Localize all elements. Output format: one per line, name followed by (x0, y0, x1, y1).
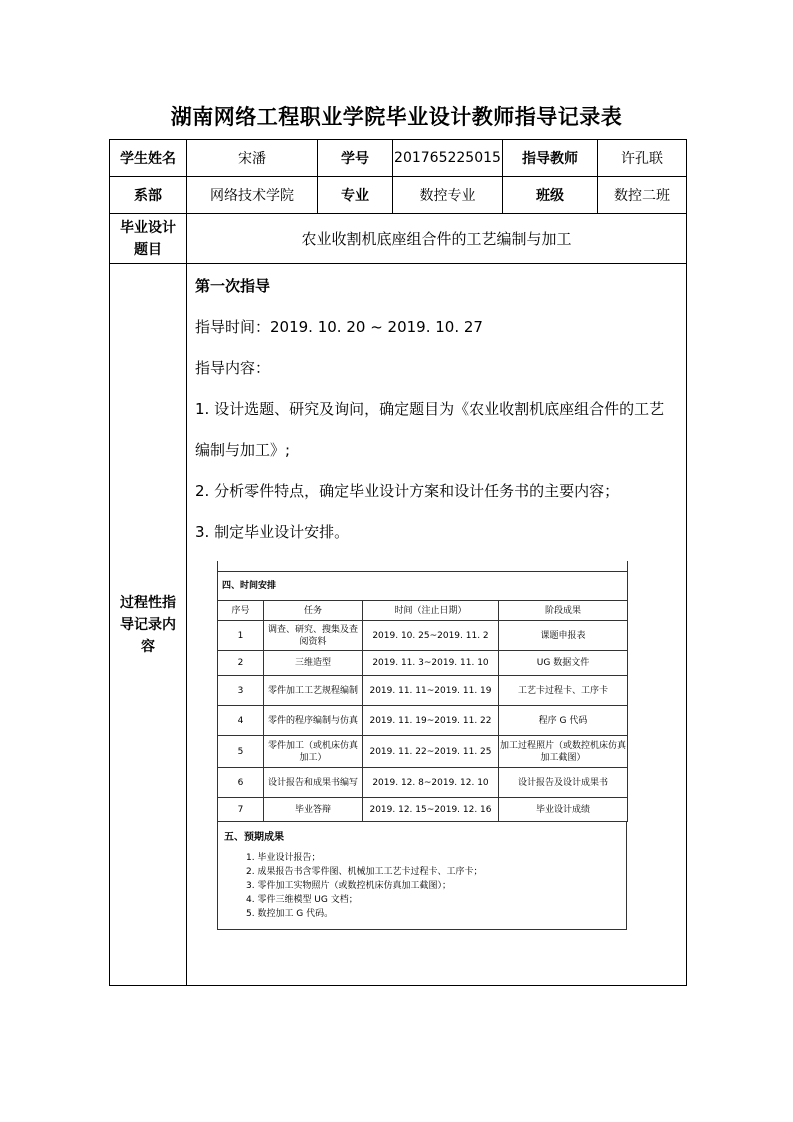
schedule-header-row (218, 601, 628, 621)
schedule-cell: 7 (218, 798, 264, 822)
schedule-cell: 加工过程照片（或数控机床仿真加工截图） (499, 736, 628, 768)
record-table (109, 139, 687, 986)
schedule-cell: 2019. 11. 19~2019. 11. 22 (363, 706, 499, 736)
guidance-content-label: 指导内容： (195, 359, 271, 377)
guidance-heading: 第一次指导 (195, 277, 271, 295)
schedule-cell: 毕业答辩 (264, 798, 363, 822)
cropped-row (218, 561, 628, 572)
guidance-item-1: 1. 设计选题、研究及询问，确定题目为《农业收割机底座组合件的工艺 (195, 400, 665, 418)
schedule-cell: 5 (218, 736, 264, 768)
schedule-cell: 2019. 11. 22~2019. 11. 25 (363, 736, 499, 768)
schedule-cell: 2019. 11. 11~2019. 11. 19 (363, 676, 499, 706)
schedule-row (218, 706, 628, 736)
process-label (110, 264, 187, 986)
row-student-info (110, 140, 687, 177)
schedule-cell: 课题申报表 (499, 621, 628, 651)
schedule-cell: 程序 G 代码 (499, 706, 628, 736)
schedule-cell: 三维造型 (264, 651, 363, 676)
teacher-label: 指导教师 (503, 140, 598, 177)
schedule-row (218, 736, 628, 768)
topic-label-text: 毕业设计题目 (120, 219, 176, 258)
document-title: 湖南网络工程职业学院毕业设计教师指导记录表 (170, 105, 623, 129)
row-process (110, 264, 687, 986)
schedule-cell: 工艺卡过程卡、工序卡 (499, 676, 628, 706)
student-name-label: 学生姓名 (110, 140, 187, 177)
row-topic (110, 214, 687, 264)
schedule-cell: 2 (218, 651, 264, 676)
schedule-cell: 调查、研究、搜集及查阅资料 (264, 621, 363, 651)
process-content (187, 264, 687, 986)
schedule-row (218, 621, 628, 651)
guidance-item-3: 3. 制定毕业设计安排。 (195, 523, 350, 541)
schedule-section-title: 四、时间安排 (218, 572, 628, 601)
results-section-title: 五、预期成果 (224, 832, 284, 843)
guidance-item-2: 2. 分析零件特点，确定毕业设计方案和设计任务书的主要内容； (195, 482, 620, 500)
student-id-label: 学号 (318, 140, 393, 177)
student-name-value: 宋潘 (187, 140, 318, 177)
class-label: 班级 (503, 177, 598, 214)
major-label: 专业 (318, 177, 393, 214)
expected-results (217, 822, 627, 930)
process-label-text: 过程性指导记录内容 (120, 594, 176, 655)
schedule-header: 任务 (264, 601, 363, 621)
guidance-time: 指导时间：2019. 10. 20 ~ 2019. 10. 27 (195, 318, 483, 336)
schedule-cell: 零件加工工艺规程编制 (264, 676, 363, 706)
result-item: 1. 毕业设计报告； (246, 853, 321, 863)
schedule-cell: 设计报告及设计成果书 (499, 768, 628, 798)
embedded-screenshot (217, 561, 627, 956)
schedule-row (218, 768, 628, 798)
result-item: 4. 零件三维模型 UG 文档； (246, 895, 358, 905)
schedule-cell: 6 (218, 768, 264, 798)
row-dept-info (110, 177, 687, 214)
schedule-cell: 2019. 12. 8~2019. 12. 10 (363, 768, 499, 798)
class-value: 数控二班 (598, 177, 687, 214)
schedule-header: 时间（注止日期） (363, 601, 499, 621)
schedule-cell: 4 (218, 706, 264, 736)
schedule-cell: 2019. 11. 3~2019. 11. 10 (363, 651, 499, 676)
schedule-header: 阶段成果 (499, 601, 628, 621)
schedule-table (217, 561, 628, 822)
major-value: 数控专业 (393, 177, 503, 214)
dept-value: 网络技术学院 (187, 177, 318, 214)
schedule-cell: 设计报告和成果书编写 (264, 768, 363, 798)
result-item: 3. 零件加工实物照片（或数控机床仿真加工截图）； (246, 881, 451, 891)
schedule-cell: 3 (218, 676, 264, 706)
schedule-cell: 2019. 12. 15~2019. 12. 16 (363, 798, 499, 822)
schedule-row (218, 651, 628, 676)
dept-label: 系部 (110, 177, 187, 214)
schedule-row (218, 798, 628, 822)
result-item: 2. 成果报告书含零件图、机械加工工艺卡过程卡、工序卡； (246, 867, 483, 877)
topic-value: 农业收割机底座组合件的工艺编制与加工 (187, 214, 687, 264)
schedule-header: 序号 (218, 601, 264, 621)
schedule-cell: 1 (218, 621, 264, 651)
teacher-value: 许孔联 (598, 140, 687, 177)
guidance-item-1-cont: 编制与加工》; (195, 441, 291, 459)
student-id-value: 201765225015 (393, 140, 503, 177)
schedule-cell: 零件加工（或机床仿真加工） (264, 736, 363, 768)
schedule-cell: UG 数据文件 (499, 651, 628, 676)
schedule-cell: 零件的程序编制与仿真 (264, 706, 363, 736)
schedule-cell: 2019. 10. 25~2019. 11. 2 (363, 621, 499, 651)
topic-label (110, 214, 187, 264)
schedule-row (218, 676, 628, 706)
schedule-cell: 毕业设计成绩 (499, 798, 628, 822)
result-item: 5. 数控加工 G 代码。 (246, 909, 334, 919)
